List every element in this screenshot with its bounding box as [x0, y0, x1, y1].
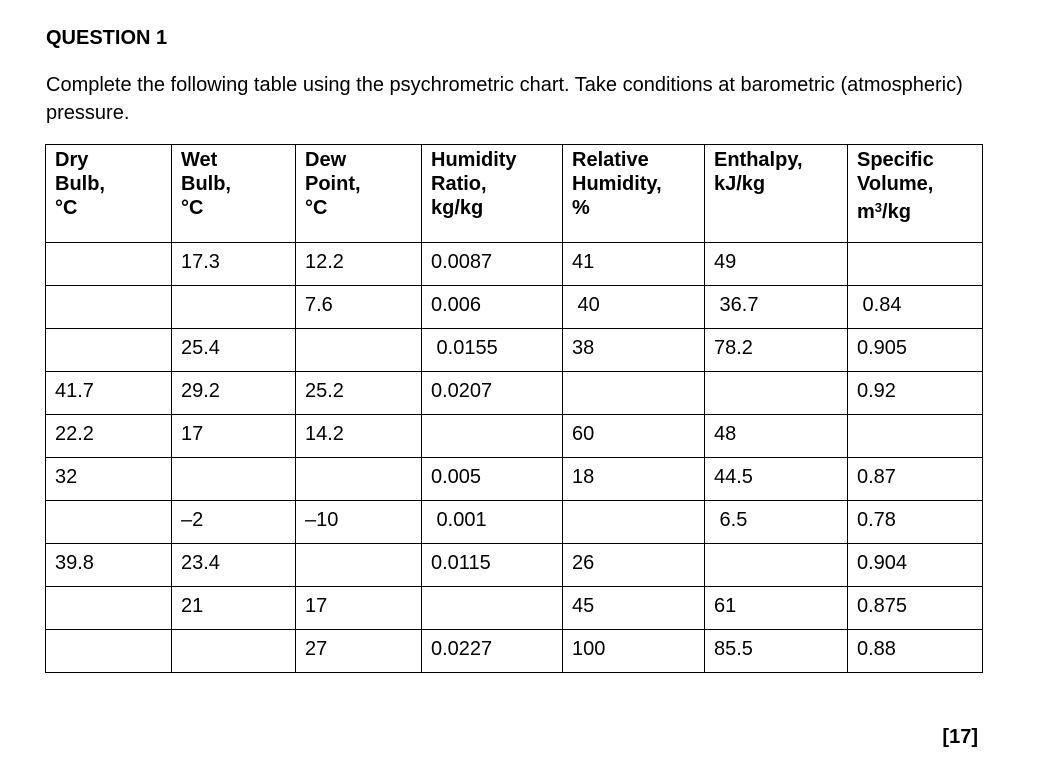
- cell-wet-bulb[interactable]: 21: [172, 587, 296, 630]
- cell-dew-point[interactable]: 25.2: [296, 372, 422, 415]
- cell-humidity-ratio[interactable]: 0.001: [422, 501, 563, 544]
- header-wet-bulb: [172, 145, 296, 243]
- cell-dew-point[interactable]: 27: [296, 630, 422, 673]
- table-body: [46, 243, 983, 673]
- cell-humidity-ratio[interactable]: 0.0207: [422, 372, 563, 415]
- header-line: Wet: [181, 149, 218, 171]
- cell-wet-bulb[interactable]: –2: [172, 501, 296, 544]
- cell-dew-point[interactable]: –10: [296, 501, 422, 544]
- cell-humidity-ratio[interactable]: 0.0087: [422, 243, 563, 286]
- header-line: Bulb,: [55, 173, 105, 195]
- cell-dew-point[interactable]: 14.2: [296, 415, 422, 458]
- cell-dry-bulb[interactable]: [46, 587, 172, 630]
- header-dew-point: [296, 145, 422, 243]
- cell-relative-humidity[interactable]: 45: [563, 587, 705, 630]
- header-line: Dry: [55, 149, 89, 171]
- cell-dry-bulb[interactable]: 39.8: [46, 544, 172, 587]
- cell-relative-humidity[interactable]: 18: [563, 458, 705, 501]
- header-line: °C: [55, 197, 78, 219]
- cell-enthalpy[interactable]: 6.5: [705, 501, 848, 544]
- cell-specific-volume[interactable]: 0.84: [848, 286, 983, 329]
- cell-wet-bulb[interactable]: 17.3: [172, 243, 296, 286]
- table-row: [46, 458, 983, 501]
- cell-humidity-ratio[interactable]: [422, 587, 563, 630]
- cell-relative-humidity[interactable]: [563, 372, 705, 415]
- cell-specific-volume[interactable]: [848, 243, 983, 286]
- cell-dew-point[interactable]: [296, 329, 422, 372]
- header-relative-humidity: [563, 145, 705, 243]
- cell-dry-bulb[interactable]: [46, 329, 172, 372]
- cell-enthalpy[interactable]: [705, 372, 848, 415]
- table-row: [46, 286, 983, 329]
- cell-dew-point[interactable]: 7.6: [296, 286, 422, 329]
- cell-dew-point[interactable]: [296, 458, 422, 501]
- cell-specific-volume[interactable]: 0.88: [848, 630, 983, 673]
- cell-dry-bulb[interactable]: [46, 630, 172, 673]
- header-line: $m^3/kg$: [857, 200, 911, 223]
- cell-humidity-ratio[interactable]: [422, 415, 563, 458]
- cell-enthalpy[interactable]: 85.5: [705, 630, 848, 673]
- cell-dew-point[interactable]: 17: [296, 587, 422, 630]
- table-row: [46, 544, 983, 587]
- cell-humidity-ratio[interactable]: 0.006: [422, 286, 563, 329]
- table-header-row: [46, 145, 983, 243]
- cell-specific-volume[interactable]: 0.904: [848, 544, 983, 587]
- cell-enthalpy[interactable]: 36.7: [705, 286, 848, 329]
- cell-specific-volume[interactable]: 0.875: [848, 587, 983, 630]
- header-line: kJ/kg: [714, 173, 766, 195]
- header-line: °C: [181, 197, 204, 219]
- cell-dry-bulb[interactable]: [46, 286, 172, 329]
- cell-wet-bulb[interactable]: [172, 458, 296, 501]
- header-line: Dew: [305, 149, 347, 171]
- header-line: Enthalpy,: [714, 149, 803, 171]
- cell-relative-humidity[interactable]: 60: [563, 415, 705, 458]
- cell-specific-volume[interactable]: 0.92: [848, 372, 983, 415]
- cell-relative-humidity[interactable]: 41: [563, 243, 705, 286]
- cell-dew-point[interactable]: [296, 544, 422, 587]
- table-row: [46, 630, 983, 673]
- cell-humidity-ratio[interactable]: 0.0115: [422, 544, 563, 587]
- psychrometric-table: [45, 144, 983, 673]
- header-line: Relative: [572, 149, 649, 171]
- header-line: Point,: [305, 173, 361, 195]
- cell-wet-bulb[interactable]: [172, 286, 296, 329]
- header-line: Humidity: [431, 149, 517, 171]
- question-title: QUESTION 1: [46, 27, 168, 49]
- cell-enthalpy[interactable]: 78.2: [705, 329, 848, 372]
- cell-dry-bulb[interactable]: 41.7: [46, 372, 172, 415]
- cell-humidity-ratio[interactable]: 0.0227: [422, 630, 563, 673]
- cell-dry-bulb[interactable]: 22.2: [46, 415, 172, 458]
- header-enthalpy: [705, 145, 848, 243]
- cell-dry-bulb[interactable]: [46, 501, 172, 544]
- cell-specific-volume[interactable]: 0.87: [848, 458, 983, 501]
- table-row: [46, 243, 983, 286]
- cell-wet-bulb[interactable]: 17: [172, 415, 296, 458]
- cell-wet-bulb[interactable]: [172, 630, 296, 673]
- table-row: [46, 415, 983, 458]
- cell-wet-bulb[interactable]: 23.4: [172, 544, 296, 587]
- question-instructions: Complete the following table using the psychrometric chart. Take conditions at barometric (atmospheric) pressure.: [46, 74, 963, 124]
- cell-enthalpy[interactable]: 48: [705, 415, 848, 458]
- header-line: Volume,: [857, 173, 934, 195]
- marks-total: [17]: [942, 726, 978, 748]
- cell-wet-bulb[interactable]: 29.2: [172, 372, 296, 415]
- header-line: Humidity,: [572, 173, 662, 195]
- header-line: %: [572, 197, 590, 219]
- cell-relative-humidity[interactable]: 38: [563, 329, 705, 372]
- cell-enthalpy[interactable]: 44.5: [705, 458, 848, 501]
- cell-specific-volume[interactable]: 0.78: [848, 501, 983, 544]
- header-line: Ratio,: [431, 173, 487, 195]
- cell-relative-humidity[interactable]: 40: [563, 286, 705, 329]
- cell-specific-volume[interactable]: 0.905: [848, 329, 983, 372]
- cell-humidity-ratio[interactable]: 0.0155: [422, 329, 563, 372]
- cell-enthalpy[interactable]: 49: [705, 243, 848, 286]
- header-line: Specific: [857, 149, 934, 171]
- cell-relative-humidity[interactable]: [563, 501, 705, 544]
- table-row: [46, 501, 983, 544]
- table-row: [46, 329, 983, 372]
- cell-dry-bulb[interactable]: 32: [46, 458, 172, 501]
- cell-humidity-ratio[interactable]: 0.005: [422, 458, 563, 501]
- table-row: [46, 587, 983, 630]
- header-line: Bulb,: [181, 173, 231, 195]
- header-humidity-ratio: [422, 145, 563, 243]
- table-row: [46, 372, 983, 415]
- header-line: kg/kg: [431, 197, 484, 219]
- header-line: °C: [305, 197, 328, 219]
- header-specific-volume: [848, 145, 983, 243]
- cell-wet-bulb[interactable]: 25.4: [172, 329, 296, 372]
- cell-relative-humidity[interactable]: 26: [563, 544, 705, 587]
- cell-dry-bulb[interactable]: [46, 243, 172, 286]
- cell-dew-point[interactable]: 12.2: [296, 243, 422, 286]
- cell-enthalpy[interactable]: 61: [705, 587, 848, 630]
- header-dry-bulb: [46, 145, 172, 243]
- cell-specific-volume[interactable]: [848, 415, 983, 458]
- cell-relative-humidity[interactable]: 100: [563, 630, 705, 673]
- cell-enthalpy[interactable]: [705, 544, 848, 587]
